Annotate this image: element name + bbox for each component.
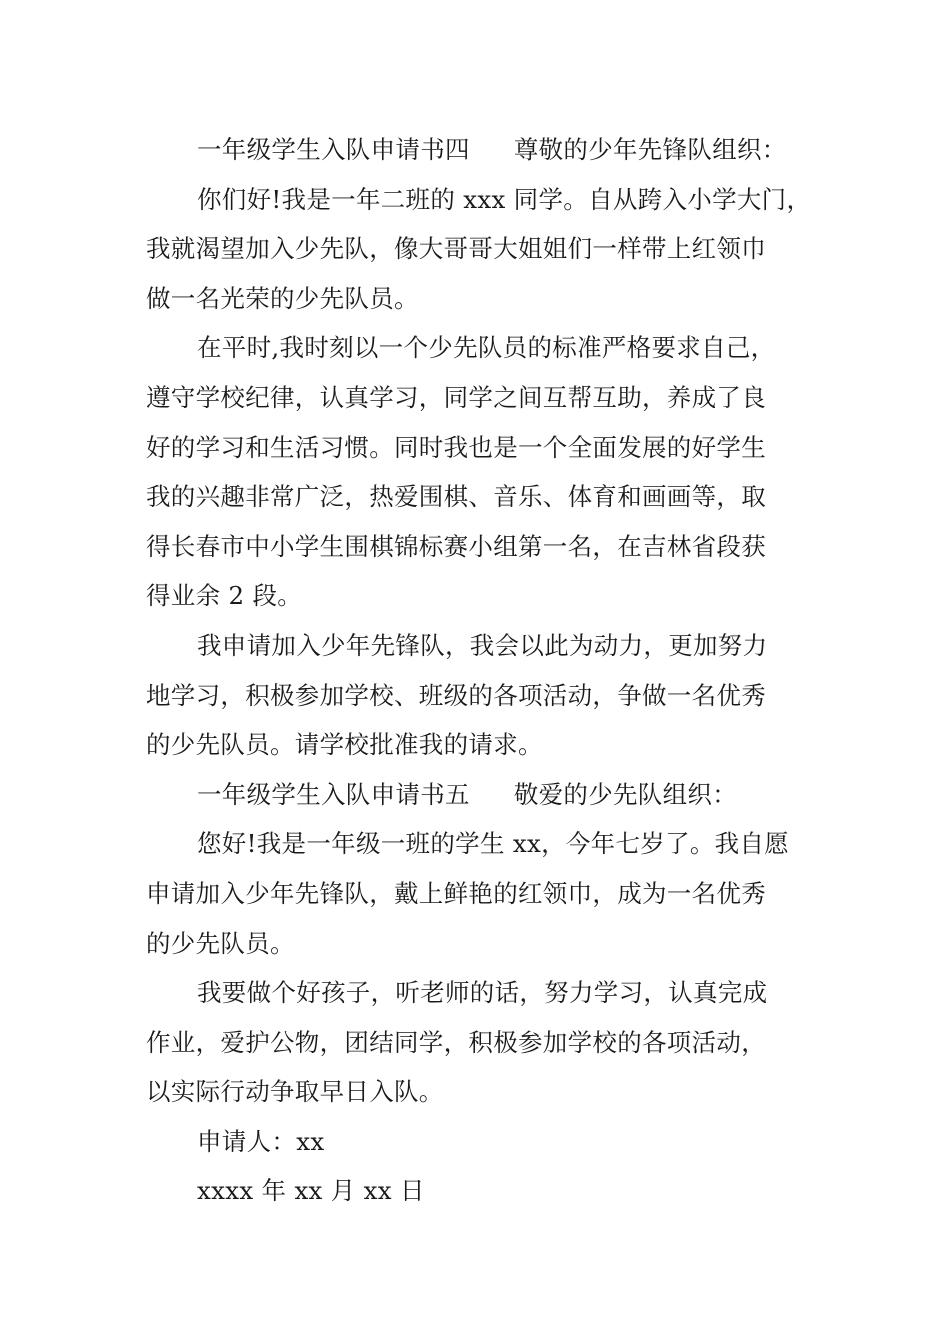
salutation: 尊敬的少年先锋队组织：: [513, 135, 787, 164]
text-line: 得长春市中小学生围棋锦标赛小组第一名，在吉林省段获: [146, 531, 766, 561]
text-line: 我就渴望加入少先队，像大哥哥大姐姐们一样带上红领巾: [146, 234, 766, 264]
text-line: [146, 770, 811, 820]
text-line: [146, 125, 811, 175]
text-line: 你们好!我是一年二班的 xxx 同学。自从跨入小学大门，: [197, 184, 812, 214]
text-line: 的少先队员。请学校批准我的请求。: [146, 730, 543, 760]
document-body: [146, 125, 811, 1216]
text-line: 申请加入少年先锋队，戴上鲜艳的红领巾，成为一名优秀: [146, 878, 766, 908]
text-line: 遵守学校纪律，认真学习，同学之间互帮互助，养成了良: [146, 382, 766, 412]
salutation: 敬爱的少先队组织：: [513, 779, 738, 809]
section-title: 一年级学生入队申请书四: [197, 135, 470, 164]
text-line: 好的学习和生活习惯。同时我也是一个全面发展的好学生: [146, 432, 766, 462]
section-title: 一年级学生入队申请书五: [197, 779, 470, 809]
applicant-line: 申请人：xx: [197, 1126, 325, 1156]
text-line: 我申请加入少年先锋队，我会以此为动力，更加努力: [197, 630, 768, 660]
text-line: 做一名光荣的少先队员。: [146, 283, 419, 313]
text-line: 作业，爱护公物，团结同学，积极参加学校的各项活动，: [146, 1027, 766, 1057]
text-line: 我的兴趣非常广泛，热爱围棋、音乐、体育和画画等，取: [146, 482, 766, 512]
text-line: 得业余 2 段。: [146, 581, 303, 611]
date-line: xxxx 年 xx 月 xx 日: [197, 1176, 425, 1206]
text-line: 您好!我是一年级一班的学生 xx，今年七岁了。我自愿: [197, 829, 790, 859]
text-line: 我要做个好孩子，听老师的话，努力学习，认真完成: [197, 978, 768, 1008]
text-line: 的少先队员。: [146, 928, 295, 958]
text-line: 地学习，积极参加学校、班级的各项活动，争做一名优秀: [146, 680, 766, 710]
text-line: 以实际行动争取早日入队。: [146, 1077, 444, 1107]
text-line: 在平时,我时刻以一个少先队员的标准严格要求自己，: [197, 333, 776, 363]
